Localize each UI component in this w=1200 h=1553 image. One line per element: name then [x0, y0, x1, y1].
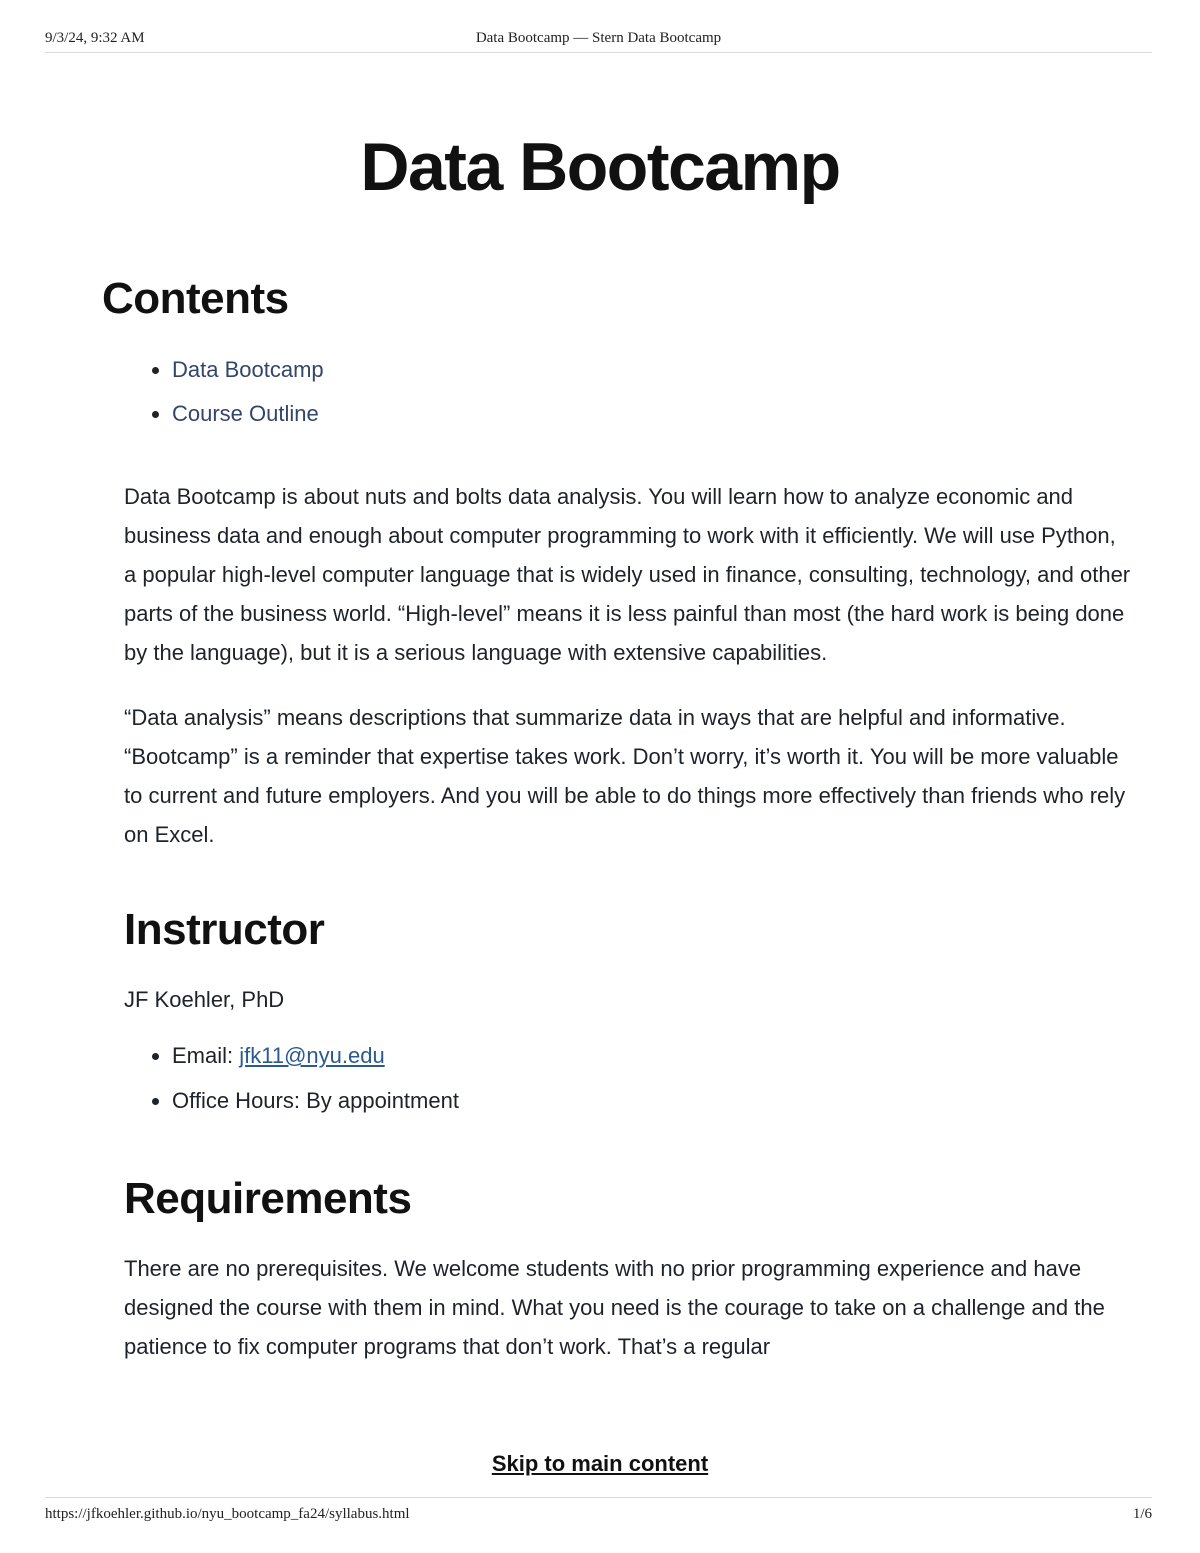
- main-content: [124, 477, 1134, 1392]
- contents-item: [172, 392, 1102, 436]
- contents-list: [102, 348, 1102, 436]
- skip-to-main-content-link[interactable]: Skip to main content: [491, 1451, 709, 1476]
- requirements-paragraph: There are no prerequisites. We welcome students with no prior programming experience and have designed the course with them in mind. What you need is the courage to take on a challenge and the patience to fix computer programs that don’t work. That’s a regular: [124, 1256, 1105, 1359]
- intro-paragraph-1: Data Bootcamp is about nuts and bolts data analysis. You will learn how to analyze economic and business data and enough about computer programming to work with it efficiently. We will use Python, a popular high-level computer language that is widely used in finance, consulting, technology, and other parts of the business world. “High-level” means it is less painful than most (the hard work is being done by the language), but it is a serious language with extensive capabilities.: [124, 484, 1131, 665]
- contents-heading: Contents: [102, 274, 289, 323]
- instructor-details: [124, 1033, 1134, 1123]
- print-page-count: 1/6: [1132, 1506, 1152, 1522]
- page-body: [0, 88, 1200, 1448]
- print-url: https://jfkoehler.github.io/nyu_bootcamp_fa24/syllabus.html: [45, 1506, 410, 1522]
- print-datetime: 9/3/24, 9:32 AM: [45, 30, 145, 46]
- contents-item: [172, 348, 1102, 392]
- contents-link-course-outline[interactable]: Course Outline: [172, 401, 319, 426]
- instructor-office-hours: • Office Hours: By appointment: [172, 1078, 1134, 1123]
- table-of-contents: [102, 274, 1102, 436]
- instructor-email-link[interactable]: jfk11@nyu.edu: [239, 1043, 385, 1068]
- print-header: [45, 28, 1152, 53]
- skip-link-container: [0, 1449, 1200, 1479]
- instructor-name: JF Koehler, PhD: [124, 987, 285, 1012]
- intro-paragraph-2: “Data analysis” means descriptions that summarize data in ways that are helpful and informative. “Bootcamp” is a reminder that expertise takes work. Don’t worry, it’s worth it. You will be more valuable to current and future employers. And you will be able to do things more effectively than friends who rely on Excel.: [124, 705, 1126, 847]
- print-footer: [45, 1497, 1152, 1528]
- contents-link-data-bootcamp[interactable]: Data Bootcamp: [172, 357, 324, 382]
- email-label: Email:: [172, 1043, 240, 1068]
- instructor-heading: Instructor: [124, 905, 325, 954]
- requirements-heading: Requirements: [124, 1174, 412, 1223]
- instructor-email-item: [172, 1033, 1134, 1078]
- page-title: Data Bootcamp: [360, 129, 840, 205]
- print-page-title: Data Bootcamp — Stern Data Bootcamp: [475, 30, 722, 46]
